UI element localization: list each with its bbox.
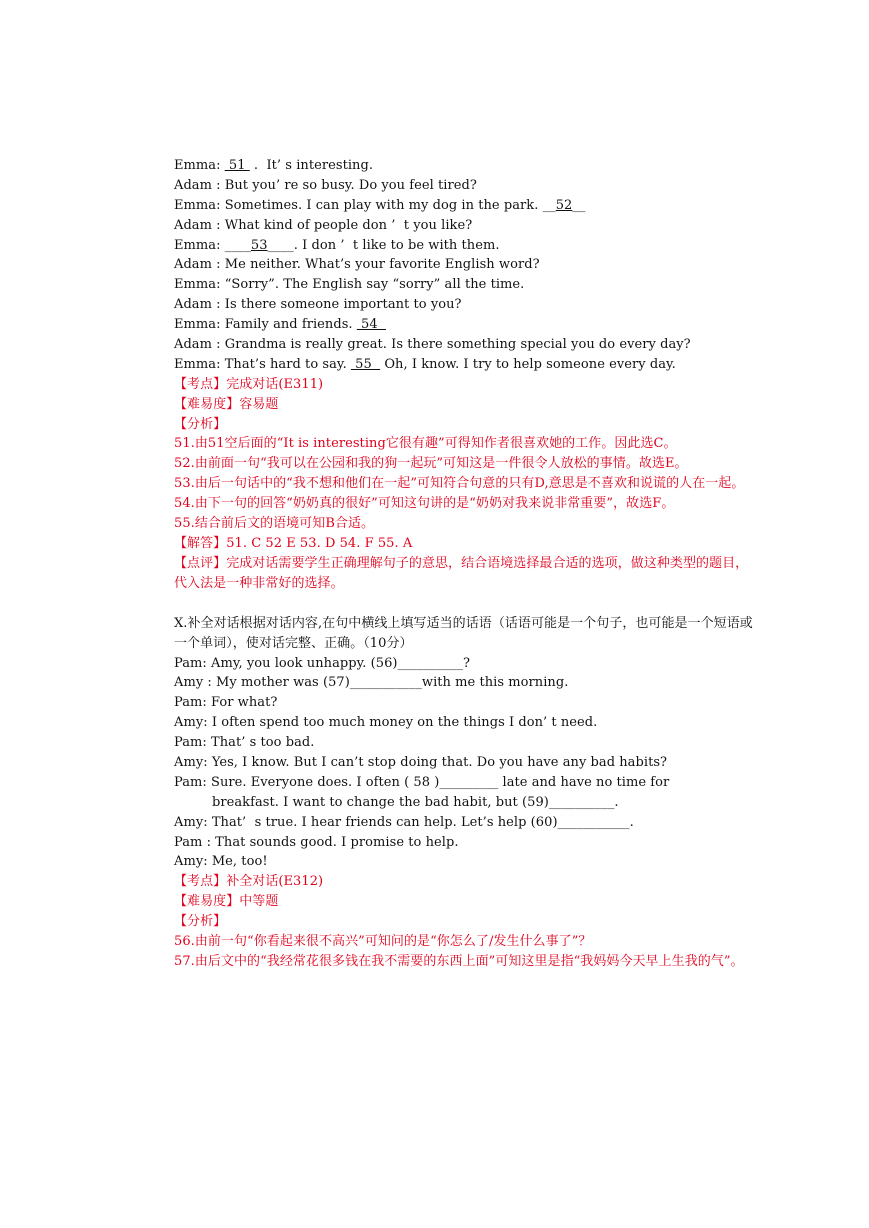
dialogue-line: Adam : What kind of people don ’ t you like? xyxy=(174,217,473,233)
analysis-item: 51.由51空后面的“It is interesting它很有趣”可得知作者很喜欢她的工作。因此选C。 xyxy=(174,436,677,452)
difficulty-label: 【难易度】中等题 xyxy=(174,894,279,910)
analysis-1 xyxy=(174,375,754,594)
analysis-2 xyxy=(174,872,754,971)
dialogue-line: Pam: That’ s too bad. xyxy=(174,735,315,751)
blank-54: 54 xyxy=(356,317,387,333)
dialogue-line: Amy : My mother was (57)___________with me this morning. xyxy=(174,675,569,691)
blank-53: 53 xyxy=(250,237,268,253)
document-page xyxy=(174,156,754,972)
dialogue-line: Pam: Amy, you look unhappy. (56)__________? xyxy=(174,655,471,671)
dialogue-line: Emma: ____53____. I don ’ t like to be with them. xyxy=(174,237,500,253)
blank-51: 51 xyxy=(224,158,250,173)
analysis-item: 53.由后一句话中的“我不想和他们在一起”可知符合句意的只有D,意思是不喜欢和说谎的人在一起。 xyxy=(174,476,745,492)
dialogue-1 xyxy=(174,156,754,375)
analysis-item: 56.由前一句“你看起来很不高兴”可知问的是“你怎么了/发生什么事了”？ xyxy=(174,933,592,949)
dialogue-line: Amy: That’ s true. I hear friends can help. Let’s help (60)___________. xyxy=(174,814,634,830)
section-gap xyxy=(174,594,754,614)
dialogue-line: Emma: 51 . It’ s interesting. xyxy=(174,158,374,173)
dialogue-line: Adam : Me neither. What’s your favorite English word? xyxy=(174,257,540,273)
section-title: X.补全对话根据对话内容,在句中横线上填写适当的话语（话语可能是一个句子，也可能是一个短语或一个单词），使对话完整、正确。（10分） xyxy=(174,615,753,651)
analysis-item: 54.由下一句的回答“奶奶真的很好”可知这句讲的是“奶奶对我来说非常重要”，故选F。 xyxy=(174,496,675,512)
dialogue-line: Amy: Yes, I know. But I can’t stop doing that. Do you have any bad habits? xyxy=(174,754,668,770)
difficulty-label: 【难易度】容易题 xyxy=(174,396,279,412)
section-2 xyxy=(174,614,754,873)
dialogue-line: Emma: “Sorry”. The English say “sorry” all the time. xyxy=(174,277,525,293)
analysis-label: 【分析】 xyxy=(174,416,227,432)
blank-55: 55 xyxy=(350,356,381,372)
dialogue-line: Adam : Is there someone important to you? xyxy=(174,297,462,313)
comment-line: 【点评】完成对话需要学生正确理解句子的意思，结合语境选择最合适的选项，做这种类型的题目，代入法是一种非常好的选择。 xyxy=(174,555,749,591)
analysis-item: 57.由后文中的“我经常花很多钱在我不需要的东西上面”可知这里是指“我妈妈今天早上生我的气”。 xyxy=(174,953,744,969)
dialogue-line: breakfast. I want to change the bad habit, but (59)__________. xyxy=(212,794,619,810)
dialogue-line: Amy: I often spend too much money on the things I don’ t need. xyxy=(174,715,598,731)
dialogue-line: Pam: For what? xyxy=(174,695,278,711)
kaodian-label: 【考点】完成对话(E311) xyxy=(174,376,324,392)
dialogue-line: Emma: Sometimes. I can play with my dog in the park. __52__ xyxy=(174,197,586,213)
answer-line: 【解答】51. C 52 E 53. D 54. F 55. A xyxy=(174,536,413,551)
analysis-item: 55.结合前后文的语境可知B合适。 xyxy=(174,516,375,532)
kaodian-label: 【考点】补全对话(E312) xyxy=(174,874,324,890)
dialogue-line: Adam : Grandma is really great. Is there something special you do every day? xyxy=(174,337,691,353)
analysis-label: 【分析】 xyxy=(174,914,227,930)
dialogue-line: Pam: Sure. Everyone does. I often ( 58 )_________ late and have no time for xyxy=(174,774,670,790)
analysis-item: 52.由前面一句“我可以在公园和我的狗一起玩”可知这是一件很令人放松的事情。故选E。 xyxy=(174,456,688,472)
dialogue-line: Emma: That’s hard to say. 55 Oh, I know. I try to help someone every day. xyxy=(174,356,676,372)
dialogue-line: Amy: Me, too! xyxy=(174,854,268,870)
dialogue-line: Emma: Family and friends. 54 xyxy=(174,317,387,333)
dialogue-line: Pam : That sounds good. I promise to help. xyxy=(174,834,459,850)
blank-52: 52 xyxy=(555,197,573,213)
dialogue-line: Adam : But you’ re so busy. Do you feel tired? xyxy=(174,177,477,193)
